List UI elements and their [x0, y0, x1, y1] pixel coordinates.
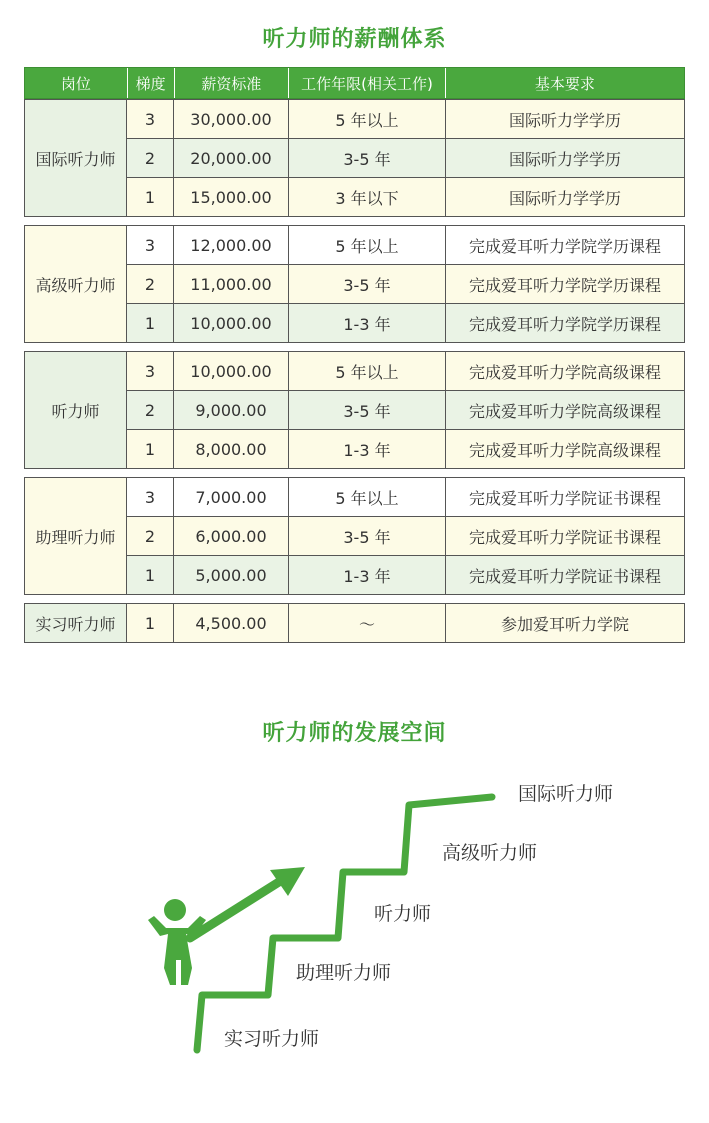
level-cell: 1: [127, 304, 174, 342]
salary-cell: 7,000.00: [174, 478, 289, 516]
requirement-cell: 完成爱耳听力学院证书课程: [446, 517, 684, 555]
level-cell: 3: [127, 478, 174, 516]
career-step-senior: 高级听力师: [442, 842, 538, 864]
level-cell: 1: [127, 430, 174, 468]
salary-cell: 6,000.00: [174, 517, 289, 555]
career-step-intern: 实习听力师: [224, 1028, 320, 1050]
level-cell: 2: [127, 517, 174, 555]
requirement-cell: 完成爱耳听力学院高级课程: [446, 391, 684, 429]
header-years: 工作年限(相关工作): [289, 68, 446, 98]
position-cell: 实习听力师: [25, 604, 127, 642]
requirement-cell: 参加爱耳听力学院: [446, 604, 684, 642]
header-requirement: 基本要求: [534, 74, 595, 93]
requirement-cell: 完成爱耳听力学院学历课程: [446, 304, 684, 342]
years-cell: 3 年以下: [289, 178, 446, 216]
table-row: [127, 178, 684, 216]
requirement-cell: 完成爱耳听力学院证书课程: [446, 478, 684, 516]
salary-group: [24, 603, 685, 643]
requirement-cell: 完成爱耳听力学院高级课程: [446, 352, 684, 390]
years-cell: 1-3 年: [289, 556, 446, 594]
salary-cell: 4,500.00: [174, 604, 289, 642]
salary-group: [24, 99, 685, 217]
years-cell: 3-5 年: [289, 139, 446, 177]
position-cell: 听力师: [25, 352, 127, 468]
position-cell: 高级听力师: [25, 226, 127, 342]
table-row: [127, 604, 684, 642]
requirement-cell: 完成爱耳听力学院学历课程: [446, 226, 684, 264]
level-cell: 2: [127, 265, 174, 303]
table-header: [24, 67, 685, 99]
table-row: [127, 265, 684, 304]
header-salary: 薪资标准: [175, 68, 290, 98]
salary-cell: 10,000.00: [174, 352, 289, 390]
career-staircase: [0, 760, 709, 1123]
requirement-cell: 国际听力学学历: [446, 139, 684, 177]
salary-section-title: 听力师的薪酬体系: [262, 27, 447, 52]
header-level: 梯度: [128, 68, 175, 98]
table-row: [127, 517, 684, 556]
position-cell: 国际听力师: [25, 100, 127, 216]
salary-cell: 15,000.00: [174, 178, 289, 216]
growth-arrow-icon: [190, 867, 305, 938]
requirement-cell: 国际听力学学历: [446, 100, 684, 138]
header-position: 岗位: [25, 68, 128, 98]
years-cell: 5 年以上: [289, 352, 446, 390]
level-cell: 2: [127, 139, 174, 177]
table-row: [127, 430, 684, 468]
level-cell: 3: [127, 352, 174, 390]
level-cell: 2: [127, 391, 174, 429]
salary-cell: 20,000.00: [174, 139, 289, 177]
salary-cell: 8,000.00: [174, 430, 289, 468]
level-cell: 1: [127, 178, 174, 216]
salary-cell: 10,000.00: [174, 304, 289, 342]
table-row: [127, 304, 684, 342]
position-cell: 助理听力师: [25, 478, 127, 594]
years-cell: 3-5 年: [289, 517, 446, 555]
career-section-title: 听力师的发展空间: [262, 721, 447, 746]
level-cell: 3: [127, 226, 174, 264]
salary-cell: 9,000.00: [174, 391, 289, 429]
table-row: [127, 391, 684, 430]
career-step-assistant: 助理听力师: [296, 962, 392, 984]
years-cell: ～: [289, 604, 446, 642]
years-cell: 5 年以上: [289, 100, 446, 138]
table-row: [127, 226, 684, 265]
requirement-cell: 完成爱耳听力学院高级课程: [446, 430, 684, 468]
years-cell: 3-5 年: [289, 391, 446, 429]
career-step-audiologist: 听力师: [374, 903, 432, 925]
salary-group: [24, 351, 685, 469]
salary-group: [24, 225, 685, 343]
table-row: [127, 556, 684, 594]
table-row: [127, 478, 684, 517]
years-cell: 1-3 年: [289, 430, 446, 468]
table-row: [127, 139, 684, 178]
requirement-cell: 完成爱耳听力学院学历课程: [446, 265, 684, 303]
salary-cell: 12,000.00: [174, 226, 289, 264]
level-cell: 1: [127, 604, 174, 642]
salary-cell: 30,000.00: [174, 100, 289, 138]
level-cell: 1: [127, 556, 174, 594]
salary-group: [24, 477, 685, 595]
salary-cell: 5,000.00: [174, 556, 289, 594]
years-cell: 5 年以上: [289, 478, 446, 516]
career-step-international: 国际听力师: [518, 783, 614, 805]
table-row: [127, 100, 684, 139]
years-cell: 5 年以上: [289, 226, 446, 264]
person-icon: [148, 899, 206, 985]
years-cell: 3-5 年: [289, 265, 446, 303]
requirement-cell: 完成爱耳听力学院证书课程: [446, 556, 684, 594]
years-cell: 1-3 年: [289, 304, 446, 342]
table-row: [127, 352, 684, 391]
requirement-cell: 国际听力学学历: [446, 178, 684, 216]
stair-line: [197, 797, 492, 1050]
level-cell: 3: [127, 100, 174, 138]
salary-cell: 11,000.00: [174, 265, 289, 303]
